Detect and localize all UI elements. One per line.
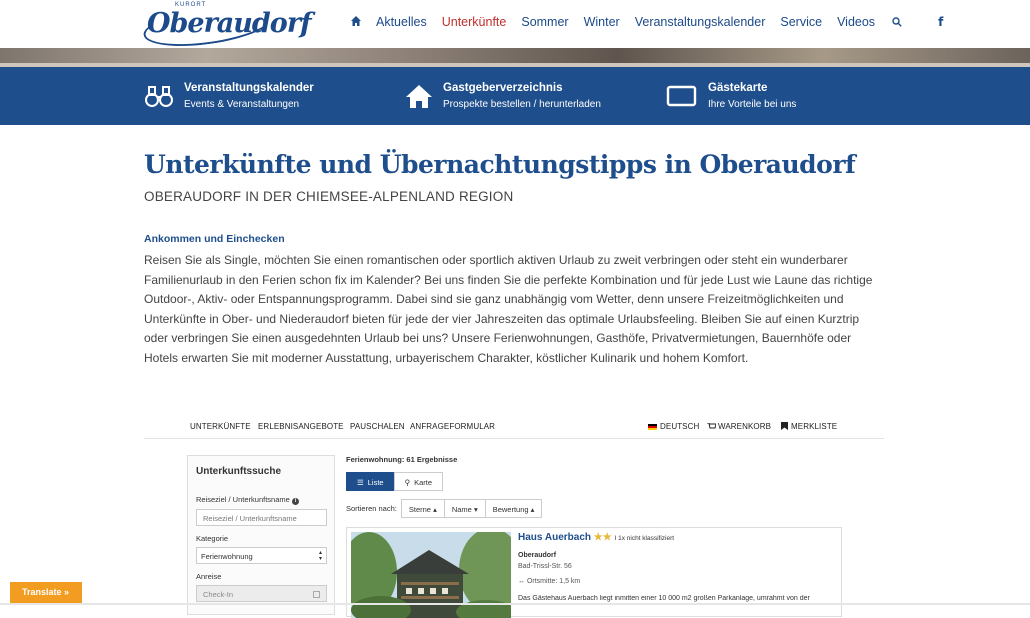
nav-item-service[interactable]: Service xyxy=(780,15,823,29)
classification-text: I 1x nicht klassifiziert xyxy=(614,535,675,542)
nav-item-unterkuenfte[interactable]: Unterkünfte xyxy=(441,15,507,29)
arrival-input[interactable] xyxy=(196,585,327,602)
feature-subtitle: Events & Veranstaltungen xyxy=(184,99,300,110)
wishlist-label: MERKLISTE xyxy=(791,422,838,431)
results-panel xyxy=(346,455,846,602)
info-icon[interactable]: i xyxy=(292,498,299,505)
tab-map[interactable] xyxy=(394,472,443,491)
feature-band xyxy=(0,67,1030,125)
accommodation-description: Das Gästehaus Auerbach liegt inmitten einer 10 000 m2 großen Parkanlage, umrahmt von der xyxy=(518,595,810,602)
card-icon xyxy=(666,84,698,108)
cart-icon xyxy=(707,423,716,430)
sort-rating-button[interactable]: Bewertung ▴ xyxy=(485,499,543,518)
nav-item-aktuelles[interactable]: Aktuelles xyxy=(376,15,427,29)
list-icon: ☰ xyxy=(357,478,364,487)
accommodation-place: Oberaudorf xyxy=(518,552,557,559)
widget-nav xyxy=(144,415,884,439)
section-heading: Ankommen und Einchecken xyxy=(144,233,285,245)
feature-subtitle: Ihre Vorteile bei uns xyxy=(708,99,797,110)
accommodation-street: Bad-Trissl-Str. 56 xyxy=(518,563,572,570)
house-photo-image xyxy=(351,532,511,618)
feature-title: Veranstaltungskalender xyxy=(184,82,314,94)
translate-button[interactable]: Translate » xyxy=(10,582,82,603)
page-subtitle: OBERAUDORF IN DER CHIEMSEE-ALPENLAND REGION xyxy=(144,189,514,204)
feature-title: Gastgeberverzeichnis xyxy=(443,82,563,94)
select-arrows-icon: ▴ ▾ xyxy=(318,550,322,562)
home-icon[interactable] xyxy=(350,15,362,27)
view-tabs xyxy=(346,472,846,491)
binoculars-icon xyxy=(144,83,174,109)
logo-tagline: KURORT xyxy=(175,2,207,8)
arrival-placeholder: Check-In xyxy=(203,590,234,599)
tab-list[interactable] xyxy=(346,472,395,491)
sort-row xyxy=(346,499,846,518)
arrival-label: Anreise xyxy=(196,572,222,581)
main-nav xyxy=(350,15,943,29)
sort-stars-button[interactable]: Sterne ▴ xyxy=(401,499,445,518)
sort-label: Sortieren nach: xyxy=(346,504,397,513)
bookmark-icon xyxy=(781,422,788,430)
nav-item-videos[interactable]: Videos xyxy=(837,15,876,29)
language-label: DEUTSCH xyxy=(660,422,700,431)
widget-tab-unterkuenfte[interactable]: UNTERKÜNFTE xyxy=(190,422,251,431)
search-icon[interactable] xyxy=(892,17,902,27)
category-label: Kategorie xyxy=(196,534,229,543)
map-pin-icon: ⚲ xyxy=(404,478,411,487)
site-logo[interactable] xyxy=(143,2,311,46)
language-switch[interactable] xyxy=(648,422,699,431)
search-sidebar xyxy=(187,455,335,615)
top-bar xyxy=(0,0,1030,48)
logo-wordmark: Oberaudorf xyxy=(147,8,311,39)
german-flag-icon xyxy=(648,424,657,430)
hero-image xyxy=(0,48,1030,67)
widget-tab-anfrageformular[interactable]: ANFRAGEFORMULAR xyxy=(410,422,496,431)
cart-link[interactable] xyxy=(707,422,771,431)
nav-item-veranstaltungskalender[interactable]: Veranstaltungskalender xyxy=(634,15,766,29)
star-rating: ★★ xyxy=(593,532,612,543)
tab-map-label: Karte xyxy=(414,478,433,487)
booking-widget xyxy=(144,415,884,605)
feature-veranstaltungskalender[interactable] xyxy=(144,67,314,125)
cart-label: WARENKORB xyxy=(718,422,772,431)
feature-title: Gästekarte xyxy=(708,82,768,94)
feature-subtitle: Prospekte bestellen / herunterladen xyxy=(443,99,601,110)
facebook-icon[interactable]: f xyxy=(938,15,944,29)
sort-name-button[interactable]: Name ▾ xyxy=(444,499,486,518)
category-value: Ferienwohnung xyxy=(201,552,253,561)
accommodation-name[interactable]: Haus Auerbach ★★ I 1x nicht klassifiziert xyxy=(518,532,675,543)
accommodation-photo[interactable] xyxy=(351,532,511,618)
nav-item-winter[interactable]: Winter xyxy=(583,15,620,29)
intro-paragraph: Reisen Sie als Single, möchten Sie einen romantischen oder sportlich aktiven Urlaub zu zweit verbringen oder steht ein wunderbarer Familienurlaub in den Ferien schon fix im Kalender? Bei uns finden Sie die perfekte Kombination und für jede Lust wie Laune das richtige Outdoor-, Aktiv- oder Entspannungsprogramm. Dabei sind sie ganz unabhängig vom Wetter, denn unsere Freizeitmöglichkeiten und Unterkünfte in Ober- und Niederaudorf bieten für jede der vier Jahreszeiten das optimale Urlaubsfeeling. Bleiben Sie auf einen Kurztrip oder verbringen Sie einen ausgedehnten Urlaub bei uns? Unsere Ferienwohnungen, Gasthöfe, Privatvermietungen, Bauernhöfe oder Hotels erwarten Sie mit moderner Ausstattung, urbayerischem Charakter, köstlicher Kulinarik und hohem Komfort. xyxy=(144,253,873,365)
results-count: Ferienwohnung: 61 Ergebnisse xyxy=(346,455,458,464)
accommodation-distance: ↔ Ortsmitte: 1,5 km xyxy=(518,578,581,585)
category-select[interactable] xyxy=(196,547,327,564)
feature-gastgeberverzeichnis[interactable] xyxy=(405,67,601,125)
nav-item-sommer[interactable]: Sommer xyxy=(521,15,569,29)
widget-tab-pauschalen[interactable]: PAUSCHALEN xyxy=(350,422,405,431)
house-icon xyxy=(405,83,433,109)
search-title: Unterkunftssuche xyxy=(196,466,282,477)
widget-tab-erlebnisangebote[interactable]: ERLEBNISANGEBOTE xyxy=(258,422,344,431)
calendar-icon xyxy=(313,591,320,598)
tab-list-label: Liste xyxy=(367,478,384,487)
page-title: Unterkünfte und Übernachtungstipps in Oberaudorf xyxy=(144,150,856,179)
feature-gaestekarte[interactable] xyxy=(666,67,796,125)
destination-input[interactable]: Reiseziel / Unterkunftsname xyxy=(196,509,327,526)
distance-icon: ↔ xyxy=(518,578,525,585)
destination-label: Reiseziel / Unterkunftsname i xyxy=(196,495,326,505)
wishlist-link[interactable] xyxy=(781,422,837,431)
main-content xyxy=(144,150,884,368)
